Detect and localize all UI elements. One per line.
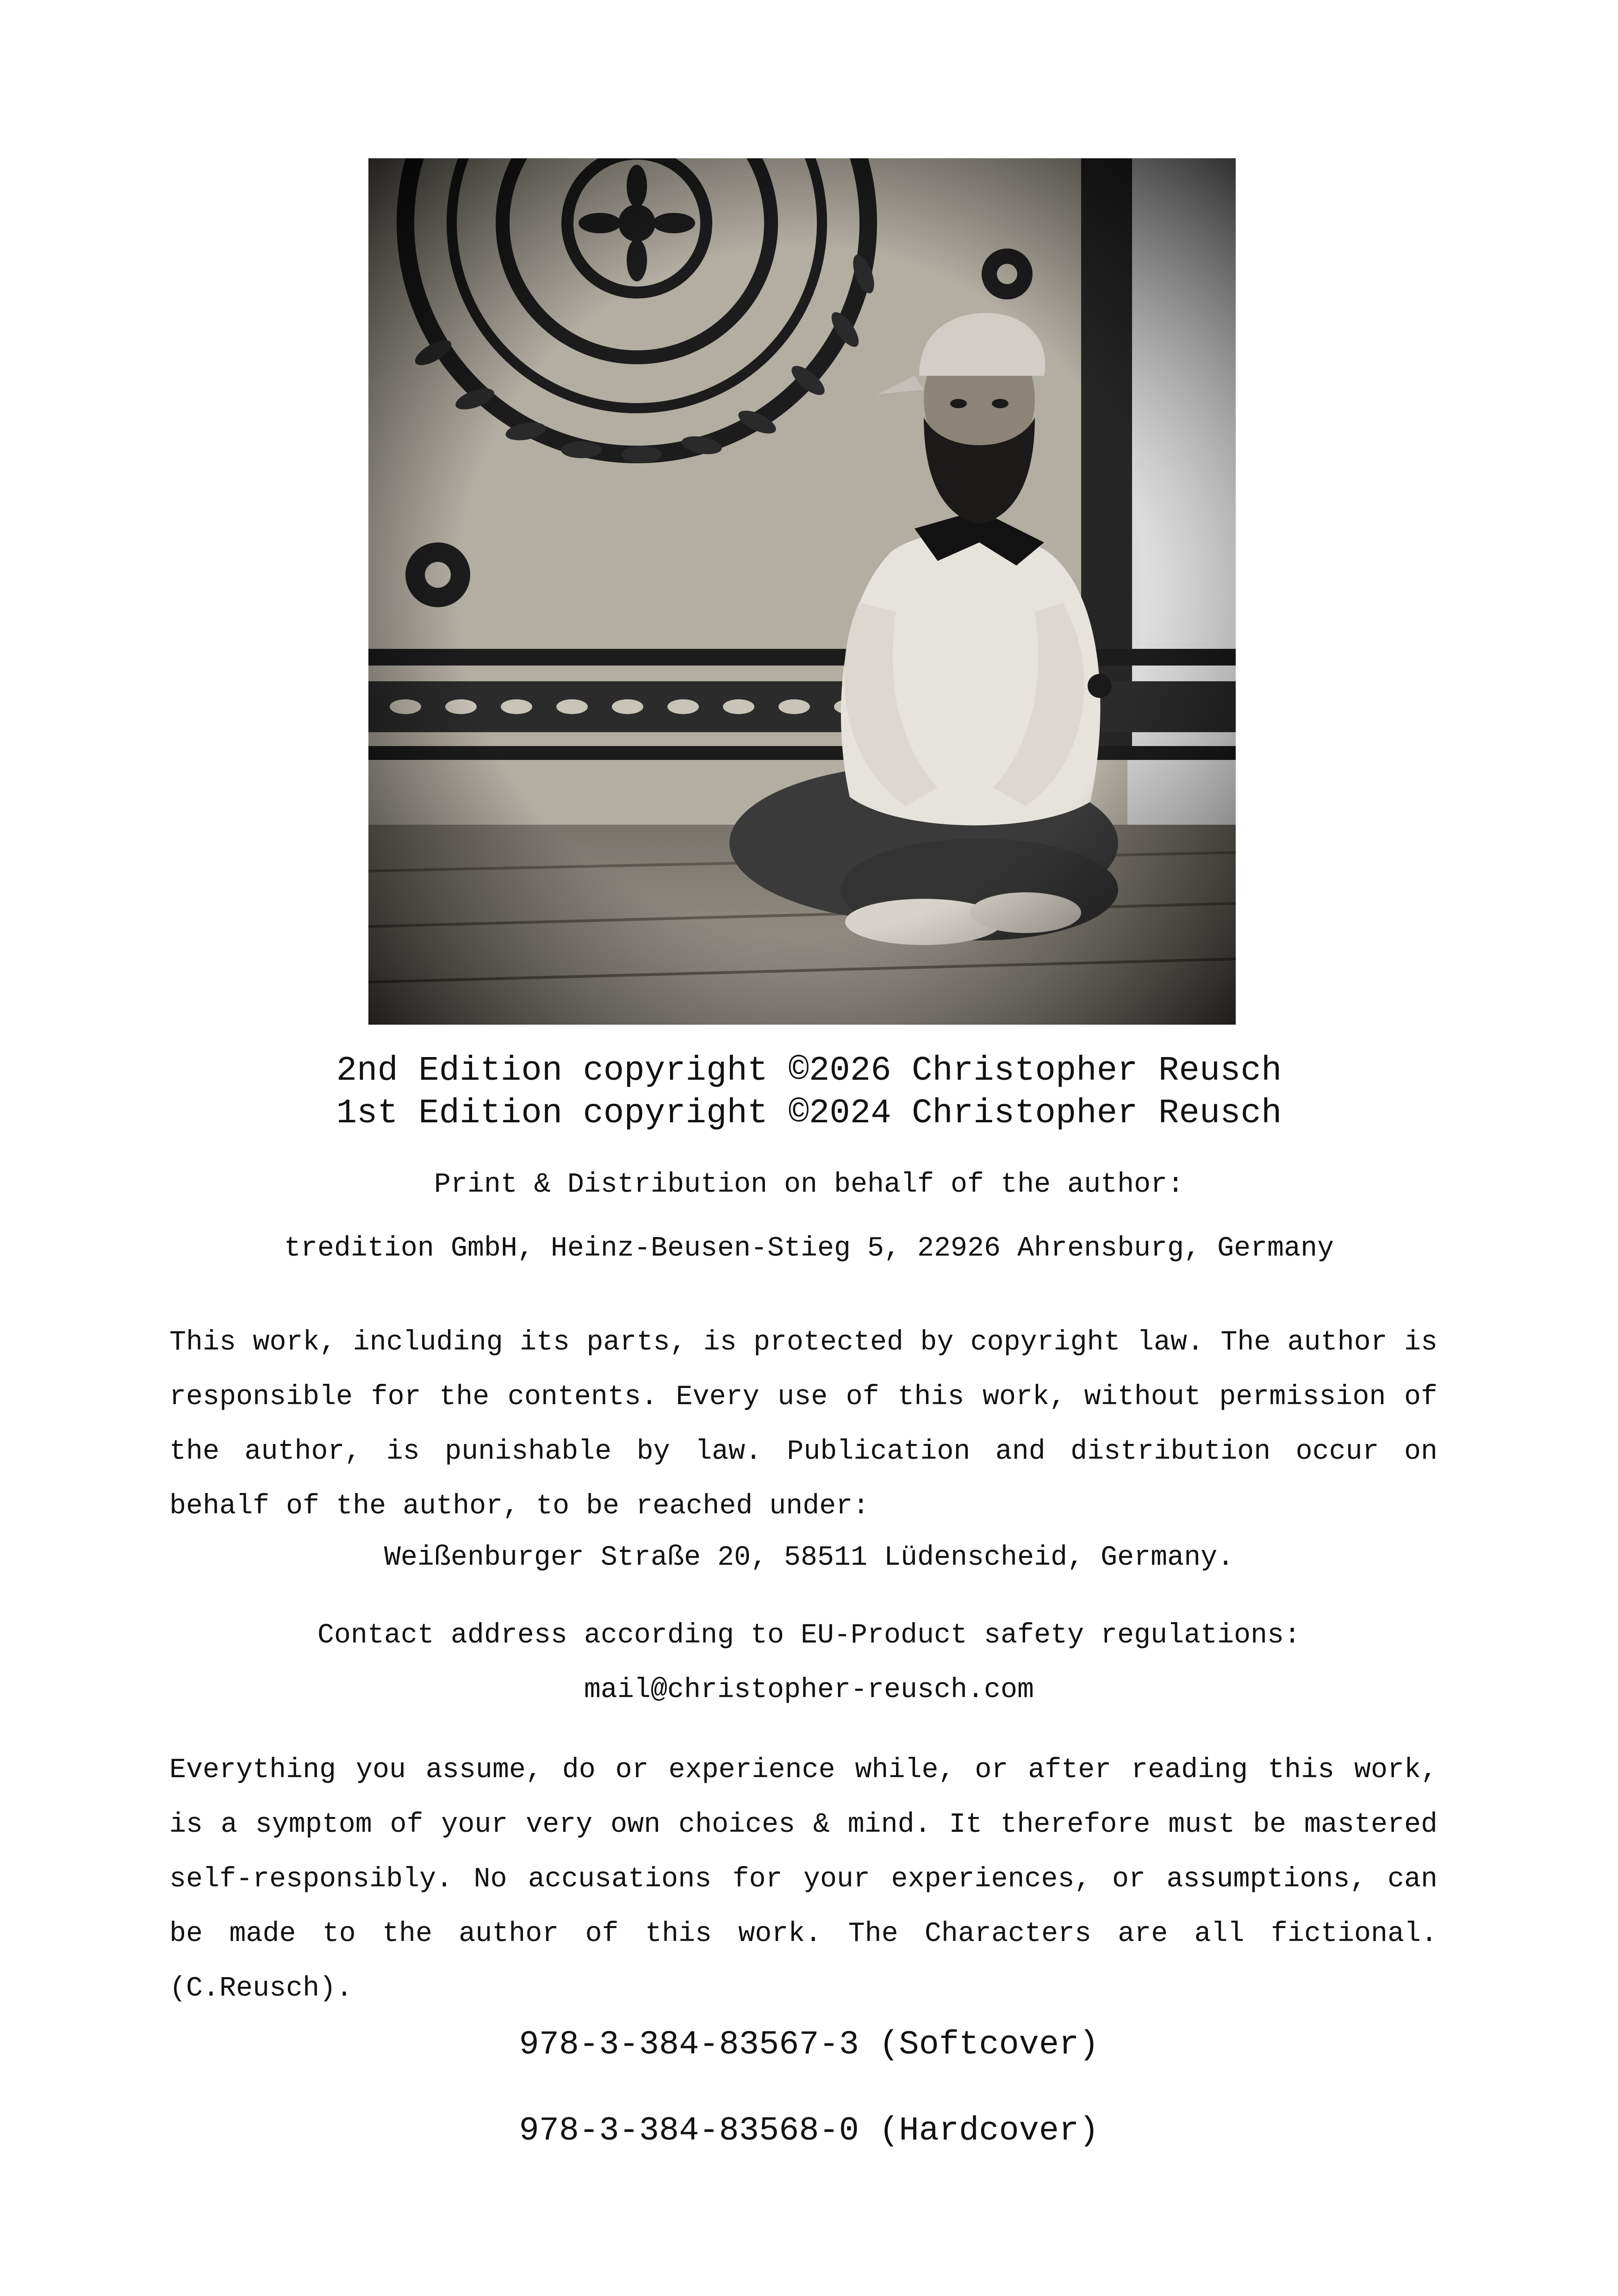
contact-heading: Contact address according to EU-Product safety regulations: — [317, 1620, 1301, 1651]
portrait-photo — [368, 158, 1236, 1025]
distributor-address: tredition GmbH, Heinz-Beusen-Stieg 5, 22926 Ahrensburg, Germany — [284, 1233, 1334, 1264]
portrait-photo-illustration — [368, 158, 1236, 1025]
isbn-hardcover: 978-3-384-83568-0 (Hardcover) — [519, 2112, 1099, 2150]
copyright-line-1st-edition: 1st Edition copyright ©2024 Christopher Reusch — [336, 1094, 1282, 1133]
distribution-heading: Print & Distribution on behalf of the author: — [434, 1169, 1184, 1201]
legal-paragraph: This work, including its parts, is protected by copyright law. The author is responsible for the contents. Every use of this work, without permission of the author, is punishable by law. Publication and distribution occur on behalf of the author, to be reached under: — [169, 1327, 1438, 1522]
copyright-line-2nd-edition: 2nd Edition copyright ©2026 Christopher Reusch — [336, 1052, 1282, 1090]
author-address: Weißenburger Straße 20, 58511 Lüdenscheid, Germany. — [384, 1542, 1234, 1574]
contact-email: mail@christopher-reusch.com — [584, 1674, 1034, 1706]
isbn-softcover: 978-3-384-83567-3 (Softcover) — [519, 2026, 1099, 2064]
disclaimer-paragraph: Everything you assume, do or experience while, or after reading this work, is a symptom of your very own choices & mind. It therefore must be mastered self-responsibly. No accusations for your experiences, or assumptions, can be made to the author of this work. The Characters are all fictional. (C.Reusch). — [169, 1755, 1438, 2004]
